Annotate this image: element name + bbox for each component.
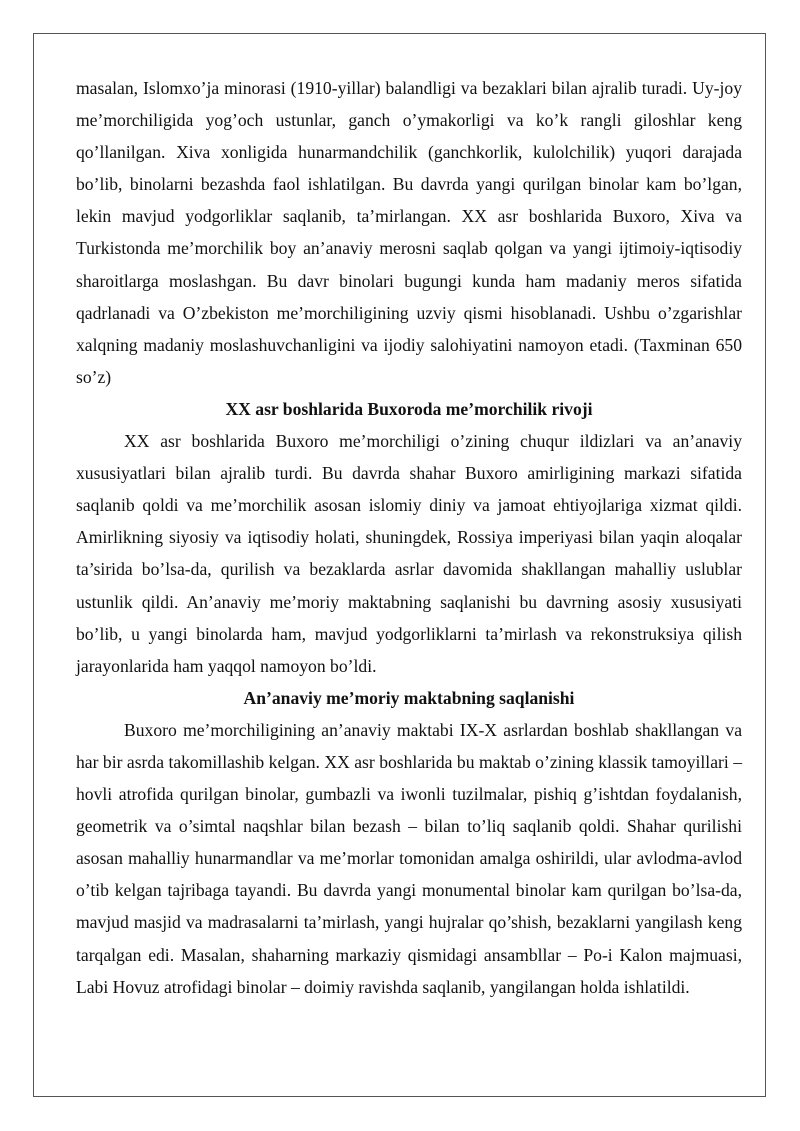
document-body (76, 72, 742, 1003)
paragraph-1: masalan, Islomxo’ja minorasi (1910-yillar) balandligi va bezaklari bilan ajralib turadi. Uy-joy me’morchiligida yog’och ustunlar, ganch o’ymakorligi va ko’k rangli giloshlar keng qo’llanilgan. Xiva xonligida hunarmandchilik (ganchkorlik, kulolchilik) yuqori darajada bo’lib, binolarni bezashda faol ishlatilgan. Bu davrda yangi qurilgan binolar kam bo’lgan, lekin mavjud yodgorliklar saqlanib, ta’mirlangan. XX asr boshlarida Buxoro, Xiva va Turkistonda me’morchilik boy an’anaviy merosni saqlab qolgan va yangi ijtimoiy-iqtisodiy sharoitlarga moslashgan. Bu davr binolari bugungi kunda ham madaniy meros sifatida qadrlanadi va O’zbekiston me’morchiligining uzviy qismi hisoblanadi. Ushbu o’zgarishlar xalqning madaniy moslashuvchanligini va ijodiy salohiyatini namoyon etadi. (Taxminan 650 so’z) (76, 78, 742, 387)
paragraph-2: XX asr boshlarida Buxoro me’morchiligi o’zining chuqur ildizlari va an’anaviy xususiyatlari bilan ajralib turdi. Bu davrda shahar Buxoro amirligining markazi sifatida saqlanib qoldi va me’morchilik asosan islomiy diniy va jamoat ehtiyojlariga xizmat qildi. Amirlikning siyosiy va iqtisodiy holati, shuningdek, Rossiya imperiyasi bilan yaqin aloqalar ta’sirida bo’lsa-da, qurilish va bezaklarda asrlar davomida shakllangan mahalliy uslublar ustunlik qildi. An’anaviy me’moriy maktabning saqlanishi bu davrning asosiy xususiyati bo’lib, u yangi binolarda ham, mavjud yodgorliklarni ta’mirlash va rekonstruksiya qilish jarayonlarida ham yaqqol namoyon bo’ldi. (76, 431, 742, 676)
section-heading-bukhara-architecture: XX asr boshlarida Buxoroda me’morchilik rivoji (225, 398, 593, 419)
section-heading-traditional-school: An’anaviy me’moriy maktabning saqlanishi (243, 687, 575, 708)
paragraph-3: Buxoro me’morchiligining an’anaviy maktabi IX-X asrlardan boshlab shakllangan va har bir asrda takomillashib kelgan. XX asr boshlarida bu maktab o’zining klassik tamoyillari – hovli atrofida qurilgan binolar, gumbazli va iwonli tuzilmalar, pishiq g’ishtdan foydalanish, geometrik va o’simtal naqshlar bilan bezash – bilan to’liq saqlanib qoldi. Shahar qurilishi asosan mahalliy hunarmandlar va me’morlar tomonidan amalga oshirildi, ular avlodma-avlod o’tib kelgan tajribaga tayandi. Bu davrda yangi monumental binolar kam qurilgan bo’lsa-da, mavjud masjid va madrasalarni ta’mirlash, yangi hujralar qo’shish, bezaklarni yangilash keng tarqalgan edi. Masalan, shaharning markaziy qismidagi ansambllar – Po-i Kalon majmuasi, Labi Hovuz atrofidagi binolar – doimiy ravishda saqlanib, yangilangan holda ishlatildi. (76, 719, 742, 997)
